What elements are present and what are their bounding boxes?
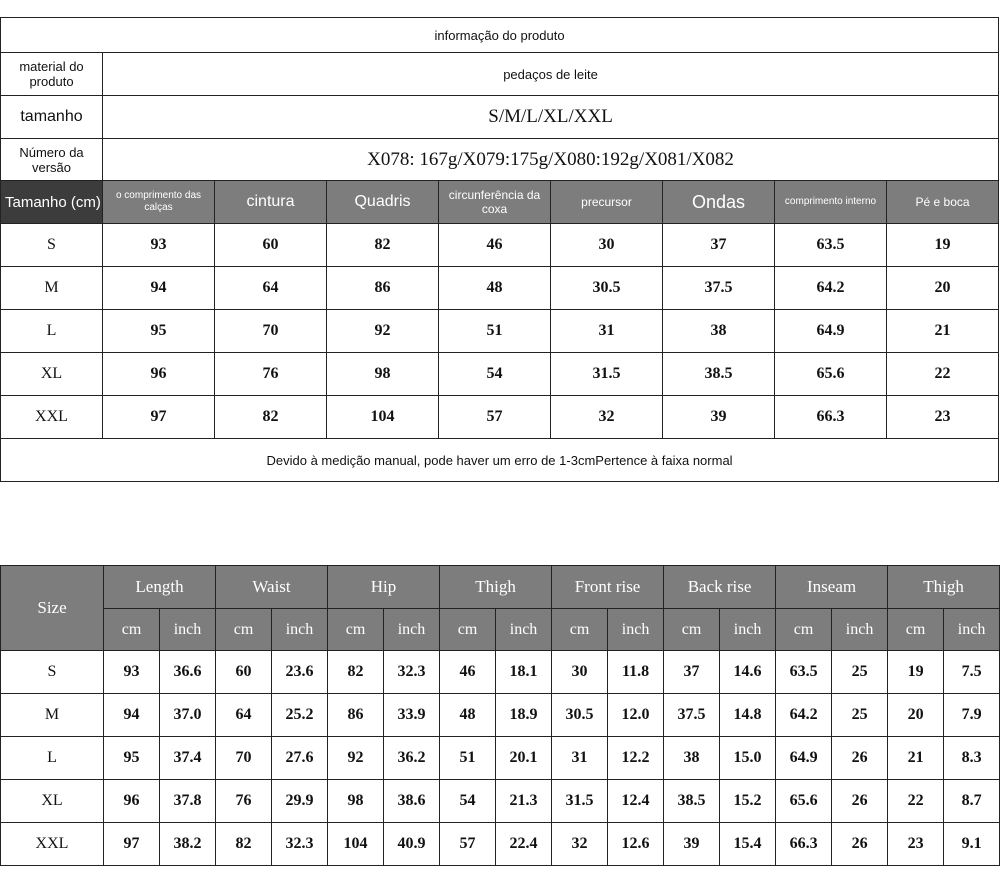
measurement-cell: 22 <box>888 780 944 823</box>
size-row <box>1 267 999 310</box>
measurement-cell: 31.5 <box>552 780 608 823</box>
measurement-cell: 64.9 <box>776 737 832 780</box>
unit-cm: cm <box>552 609 608 651</box>
measurement-cell: 36.6 <box>160 651 216 694</box>
measurement-cell: 93 <box>104 651 160 694</box>
size-cell: XXL <box>1 823 104 866</box>
measurement-cell: 18.9 <box>496 694 552 737</box>
measurement-cell: 37.4 <box>160 737 216 780</box>
measurement-cell: 94 <box>103 267 215 310</box>
unit-cm: cm <box>104 609 160 651</box>
measurement-cell: 9.1 <box>944 823 1000 866</box>
measurement-cell: 39 <box>664 823 720 866</box>
header-group: Back rise <box>664 566 776 609</box>
size-cell: L <box>1 310 103 353</box>
version-value: X078: 167g/X079:175g/X080:192g/X081/X082 <box>103 139 999 181</box>
unit-cm: cm <box>888 609 944 651</box>
size-cell: XL <box>1 780 104 823</box>
measurement-cell: 32 <box>552 823 608 866</box>
measurement-cell: 19 <box>888 651 944 694</box>
size-row <box>1 651 1000 694</box>
header-group: Thigh <box>440 566 552 609</box>
header-size: Size <box>1 566 104 651</box>
product-info-table <box>0 17 999 482</box>
measurement-cell: 64.9 <box>775 310 887 353</box>
measurement-cell: 51 <box>440 737 496 780</box>
measurement-cell: 36.2 <box>384 737 440 780</box>
header-group: Length <box>104 566 216 609</box>
measurement-cell: 64 <box>216 694 272 737</box>
measurement-cell: 76 <box>215 353 327 396</box>
measurement-cell: 98 <box>327 353 439 396</box>
measurement-cell: 66.3 <box>776 823 832 866</box>
size-cell: M <box>1 267 103 310</box>
measurement-cell: 20.1 <box>496 737 552 780</box>
measurement-cell: 48 <box>440 694 496 737</box>
version-label: Número da versão <box>1 139 103 181</box>
measurement-cell: 22.4 <box>496 823 552 866</box>
header-leg-opening: Pé e boca <box>887 181 999 224</box>
measurement-cell: 40.9 <box>384 823 440 866</box>
measurement-cell: 98 <box>328 780 384 823</box>
measurement-cell: 32.3 <box>272 823 328 866</box>
measurement-cell: 70 <box>215 310 327 353</box>
measurement-cell: 12.2 <box>608 737 664 780</box>
size-cell: S <box>1 651 104 694</box>
measurement-cell: 93 <box>103 224 215 267</box>
measurement-cell: 82 <box>216 823 272 866</box>
measurement-cell: 7.9 <box>944 694 1000 737</box>
size-row <box>1 823 1000 866</box>
measurement-cell: 104 <box>327 396 439 439</box>
material-value: pedaços de leite <box>103 53 999 96</box>
measurement-cell: 51 <box>439 310 551 353</box>
measurement-cell: 30.5 <box>552 694 608 737</box>
size-cell: S <box>1 224 103 267</box>
product-info-title: informação do produto <box>424 28 574 43</box>
measurement-cell: 54 <box>439 353 551 396</box>
measurement-cell: 94 <box>104 694 160 737</box>
measurement-cell: 46 <box>439 224 551 267</box>
measurement-cell: 18.1 <box>496 651 552 694</box>
measurement-cell: 23 <box>887 396 999 439</box>
measurement-cell: 64 <box>215 267 327 310</box>
measurement-cell: 76 <box>216 780 272 823</box>
unit-cm: cm <box>776 609 832 651</box>
measurement-header-row <box>1 181 999 224</box>
measurement-cell: 25 <box>832 694 888 737</box>
measurement-cell: 92 <box>328 737 384 780</box>
measurement-cell: 21.3 <box>496 780 552 823</box>
header-waist: cintura <box>215 181 327 224</box>
size-cell: XL <box>1 353 103 396</box>
unit-cm: cm <box>216 609 272 651</box>
measurement-cell: 15.2 <box>720 780 776 823</box>
measurement-cell: 32 <box>551 396 663 439</box>
measurement-cell: 64.2 <box>775 267 887 310</box>
measurement-cell: 33.9 <box>384 694 440 737</box>
measurement-cell: 37.5 <box>663 267 775 310</box>
measurement-cell: 15.4 <box>720 823 776 866</box>
measurement-cell: 96 <box>103 353 215 396</box>
measurement-cell: 57 <box>439 396 551 439</box>
measurement-cell: 38.6 <box>384 780 440 823</box>
measurement-cell: 12.0 <box>608 694 664 737</box>
measurement-cell: 82 <box>327 224 439 267</box>
measurement-cell: 30 <box>551 224 663 267</box>
measurement-cell: 25 <box>832 651 888 694</box>
header-group: Inseam <box>776 566 888 609</box>
size-cell: L <box>1 737 104 780</box>
measurement-cell: 26 <box>832 823 888 866</box>
measurement-cell: 21 <box>887 310 999 353</box>
header-group: Front rise <box>552 566 664 609</box>
measurement-cell: 30 <box>552 651 608 694</box>
size-cell: XXL <box>1 396 103 439</box>
measurement-cell: 97 <box>104 823 160 866</box>
unit-inch: inch <box>160 609 216 651</box>
size-value: S/M/L/XL/XXL <box>103 96 999 139</box>
product-info-title-cell <box>1 18 999 53</box>
header-group: Waist <box>216 566 328 609</box>
measurement-cell: 38.5 <box>663 353 775 396</box>
unit-cm: cm <box>440 609 496 651</box>
measurement-cell: 70 <box>216 737 272 780</box>
measurement-cell: 48 <box>439 267 551 310</box>
measurement-cell: 39 <box>663 396 775 439</box>
measurement-cell: 8.7 <box>944 780 1000 823</box>
measurement-cell: 86 <box>328 694 384 737</box>
measurement-cell: 31 <box>551 310 663 353</box>
measurement-cell: 15.0 <box>720 737 776 780</box>
measurement-cell: 26 <box>832 737 888 780</box>
unit-inch: inch <box>832 609 888 651</box>
measurement-cell: 23.6 <box>272 651 328 694</box>
measurement-cell: 38.5 <box>664 780 720 823</box>
measurement-cell: 65.6 <box>775 353 887 396</box>
measurement-cell: 82 <box>328 651 384 694</box>
measurement-cell: 19 <box>887 224 999 267</box>
unit-inch: inch <box>496 609 552 651</box>
measurement-cell: 82 <box>215 396 327 439</box>
unit-inch: inch <box>720 609 776 651</box>
measurement-cell: 26 <box>832 780 888 823</box>
measurement-cell: 12.4 <box>608 780 664 823</box>
measurement-cell: 63.5 <box>776 651 832 694</box>
measurement-cell: 11.8 <box>608 651 664 694</box>
unit-cm: cm <box>328 609 384 651</box>
measurement-cell: 27.6 <box>272 737 328 780</box>
measurement-cell: 22 <box>887 353 999 396</box>
measurement-cell: 7.5 <box>944 651 1000 694</box>
unit-inch: inch <box>944 609 1000 651</box>
measurement-cell: 60 <box>215 224 327 267</box>
measurement-cell: 38.2 <box>160 823 216 866</box>
material-label: material do produto <box>1 53 103 96</box>
size-row <box>1 353 999 396</box>
measurement-cell: 12.6 <box>608 823 664 866</box>
header-size-cm: Tamanho (cm) <box>1 181 103 224</box>
measurement-cell: 65.6 <box>776 780 832 823</box>
unit-inch: inch <box>384 609 440 651</box>
measurement-cell: 46 <box>440 651 496 694</box>
unit-inch: inch <box>272 609 328 651</box>
measurement-cell: 8.3 <box>944 737 1000 780</box>
measurement-cell: 37.0 <box>160 694 216 737</box>
measurement-cell: 30.5 <box>551 267 663 310</box>
unit-cm: cm <box>664 609 720 651</box>
measurement-cell: 86 <box>327 267 439 310</box>
measurement-cell: 37.5 <box>664 694 720 737</box>
header-group: Thigh <box>888 566 1000 609</box>
measurement-cell: 21 <box>888 737 944 780</box>
measurement-cell: 20 <box>887 267 999 310</box>
size-cell: M <box>1 694 104 737</box>
header-front-rise: precursor <box>551 181 663 224</box>
measurement-cell: 37 <box>663 224 775 267</box>
measurement-cell: 96 <box>104 780 160 823</box>
measurement-cell: 29.9 <box>272 780 328 823</box>
measurement-cell: 38 <box>663 310 775 353</box>
header-back-rise: Ondas <box>663 181 775 224</box>
measurement-cell: 104 <box>328 823 384 866</box>
measurement-note: Devido à medição manual, pode haver um erro de 1-3cmPertence à faixa normal <box>1 439 999 482</box>
measurement-cell: 66.3 <box>775 396 887 439</box>
measurement-cell: 32.3 <box>384 651 440 694</box>
header-hips: Quadris <box>327 181 439 224</box>
measurement-cell: 23 <box>888 823 944 866</box>
measurement-cell: 20 <box>888 694 944 737</box>
measurement-cell: 57 <box>440 823 496 866</box>
measurement-cell: 92 <box>327 310 439 353</box>
size-row <box>1 310 999 353</box>
header-inseam: comprimento interno <box>775 181 887 224</box>
size-row <box>1 396 999 439</box>
measurement-cell: 31.5 <box>551 353 663 396</box>
size-row <box>1 737 1000 780</box>
unit-inch: inch <box>608 609 664 651</box>
header-pants-length: o comprimento das calças <box>103 181 215 224</box>
measurement-cell: 25.2 <box>272 694 328 737</box>
measurement-cell: 60 <box>216 651 272 694</box>
measurement-cell: 95 <box>103 310 215 353</box>
measurement-cell: 95 <box>104 737 160 780</box>
header-thigh: circunferência da coxa <box>439 181 551 224</box>
header-group: Hip <box>328 566 440 609</box>
measurement-cell: 37 <box>664 651 720 694</box>
size-row <box>1 224 999 267</box>
measurement-cell: 14.8 <box>720 694 776 737</box>
measurement-cell: 31 <box>552 737 608 780</box>
measurement-cell: 37.8 <box>160 780 216 823</box>
measurement-cell: 97 <box>103 396 215 439</box>
size-label: tamanho <box>1 96 103 139</box>
size-conversion-table <box>0 565 1000 866</box>
size-row <box>1 694 1000 737</box>
measurement-cell: 63.5 <box>775 224 887 267</box>
size-row <box>1 780 1000 823</box>
measurement-cell: 14.6 <box>720 651 776 694</box>
measurement-cell: 64.2 <box>776 694 832 737</box>
measurement-cell: 54 <box>440 780 496 823</box>
measurement-cell: 38 <box>664 737 720 780</box>
